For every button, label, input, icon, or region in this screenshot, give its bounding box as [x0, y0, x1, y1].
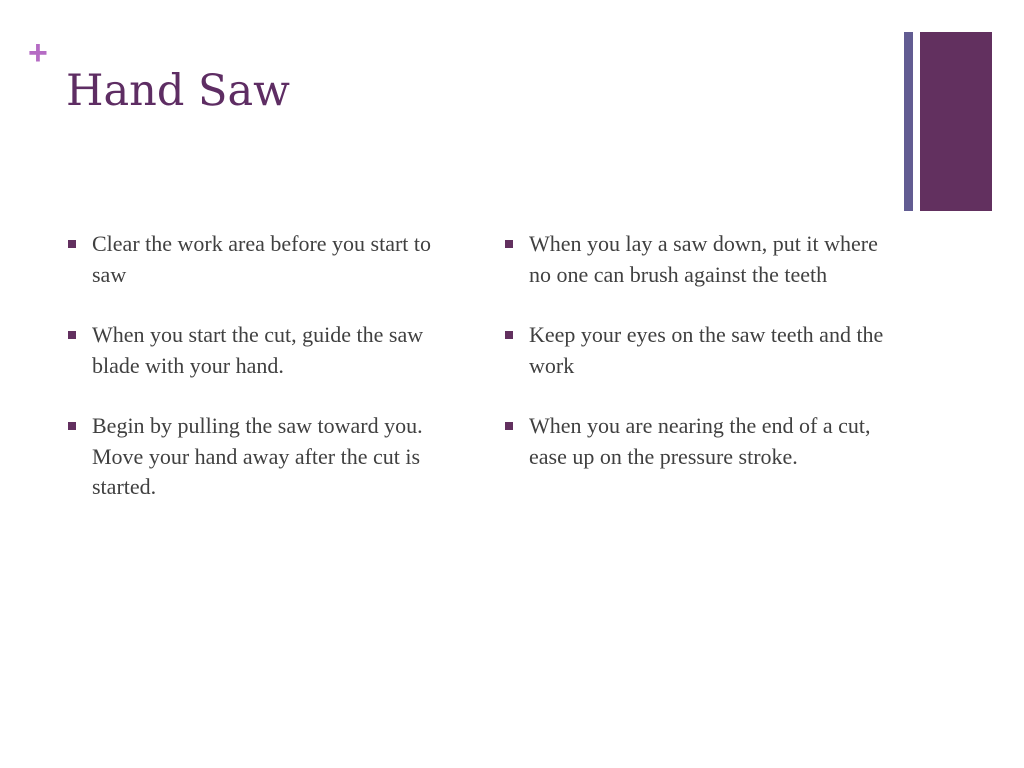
square-bullet-icon [505, 422, 513, 430]
list-item [503, 229, 903, 290]
bullet-text: Keep your eyes on the saw teeth and the work [529, 322, 884, 378]
bullet-text: When you are nearing the end of a cut, ease up on the pressure stroke. [529, 413, 871, 469]
list-item [66, 229, 446, 290]
slide-title: Hand Saw [66, 66, 290, 116]
square-bullet-icon [68, 331, 76, 339]
square-bullet-icon [68, 240, 76, 248]
decorative-bar-thick [920, 32, 992, 211]
list-item [503, 320, 903, 381]
decorative-bar-thin [904, 32, 913, 211]
bullet-text: When you lay a saw down, put it where no one can brush against the teeth [529, 231, 878, 287]
square-bullet-icon [505, 331, 513, 339]
list-item [503, 411, 903, 472]
bullet-text: Clear the work area before you start to saw [92, 231, 432, 287]
list-item [66, 320, 446, 381]
square-bullet-icon [68, 422, 76, 430]
list-item [66, 411, 446, 503]
left-bullet-list [66, 229, 446, 533]
bullet-text: Begin by pulling the saw toward you. Move your hand away after the cut is started. [92, 413, 423, 499]
right-bullet-list [503, 229, 903, 502]
square-bullet-icon [505, 240, 513, 248]
bullet-text: When you start the cut, guide the saw blade with your hand. [92, 322, 424, 378]
plus-icon: + [28, 34, 48, 72]
